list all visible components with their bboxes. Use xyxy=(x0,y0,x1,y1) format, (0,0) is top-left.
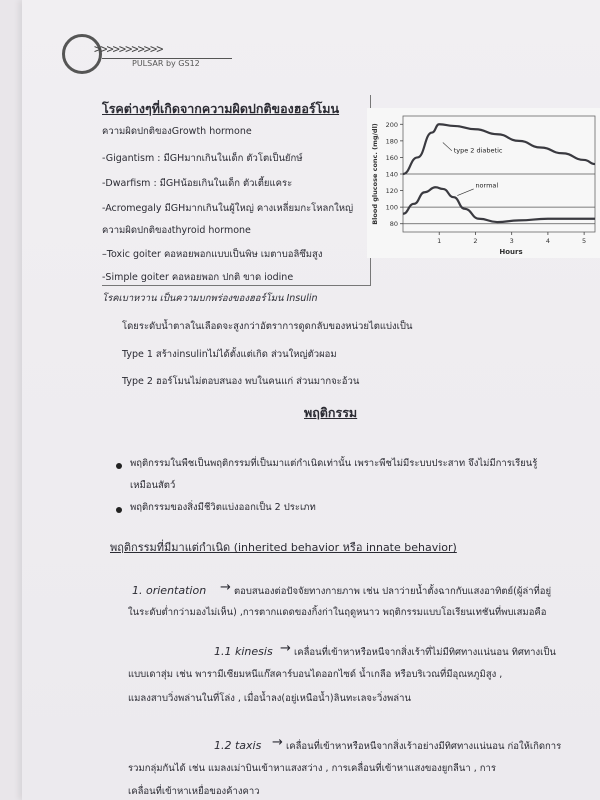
text-line: -Gigantism : มีGHมากเกินในเด็ก ตัวโตเป็นยักษ์ xyxy=(102,153,303,164)
glucose-chart xyxy=(367,108,600,258)
x-tick-label: 3 xyxy=(509,237,514,245)
series-label: type 2 diabetic xyxy=(453,146,503,155)
text-line: ในระดับต่ำกว่ามองไม่เห็น) ,การตากแดดของกิ้งก่าในฤดูหนาว พฤติกรรมแบบโอเรียนเทชันที่พบเสมอคือ xyxy=(128,607,547,618)
series-label-leader xyxy=(457,189,473,196)
bullet-text-cont: เหมือนสัตว์ xyxy=(130,480,176,491)
series-label-leader xyxy=(443,143,452,151)
y-tick-label: 120 xyxy=(385,187,398,196)
section1-title: โรคต่างๆที่เกิดจากความผิดปกติของฮอร์โมน xyxy=(102,101,340,116)
text-line: เคลื่อนที่เข้าหาหรือหนีจากสิ่งเร้าอย่างมีทิศทางแน่นอน ก่อให้เกิดการ xyxy=(286,741,562,752)
bullet-text: พฤติกรรมในพืชเป็นพฤติกรรมที่เป็นมาแต่กำเนิดเท่านั้น เพราะพืชไม่มีระบบประสาท จึงไม่มีการเรียนรู้ xyxy=(130,458,538,469)
x-axis-label: Hours xyxy=(499,248,523,256)
text-line: ตอบสนองต่อปัจจัยทางกายภาพ เช่น ปลาว่ายน้ำตั้งฉากกับแสงอาทิตย์(ผู้ล่าที่อยู่ xyxy=(234,586,552,597)
term-taxis: 1.2 taxis xyxy=(214,739,262,752)
logo-arrows-icon: >>>>>>>>>>> xyxy=(94,42,163,56)
text-line: -Acromegaly มีGHมากเกินในผู้ใหญ่ คางเหลี่ยมกะโหลกใหญ่ xyxy=(102,203,354,214)
y-tick-label: 160 xyxy=(385,153,398,162)
term-kinesis: 1.1 kinesis xyxy=(214,645,273,658)
term-orientation: 1. orientation xyxy=(132,584,207,597)
text-line: ความผิดปกติของGrowth hormone xyxy=(102,126,252,137)
text-line: Type 1 สร้างinsulinไม่ได้ตั้งแต่เกิด ส่วนใหญ่ตัวผอม xyxy=(122,349,337,360)
y-tick-label: 200 xyxy=(385,120,398,129)
text-line: –Toxic goiter คอหอยพอกแบบเป็นพิษ เมตาบอลิซึมสูง xyxy=(102,249,323,260)
text-line: โรคเบาหวาน เป็นความบกพร่องของฮอร์โมน Insulin xyxy=(102,293,318,304)
y-tick-label: 140 xyxy=(385,170,398,179)
text-line: ความผิดปกติของthyroid hormone xyxy=(102,225,251,236)
series-line-normal xyxy=(403,187,595,222)
y-axis-label: Blood glucose conc. (mg/dl) xyxy=(371,123,379,225)
section2-title: พฤติกรรม xyxy=(304,405,358,420)
arrow-right-icon: → xyxy=(272,735,283,750)
y-tick-label: 80 xyxy=(389,220,398,229)
bullet-icon xyxy=(116,463,122,469)
text-line: เคลื่อนที่เข้าหาหรือหนีจากสิ่งเร้าที่ไม่มีทิศทางแน่นอน ทิศทางเป็น xyxy=(294,647,556,658)
text-line: Type 2 ฮอร์โมนไม่ตอบสนอง พบในคนแก่ ส่วนมากจะอ้วน xyxy=(122,376,360,387)
x-tick-label: 5 xyxy=(582,237,587,245)
bullet-icon xyxy=(116,507,122,513)
x-tick-label: 2 xyxy=(473,237,478,245)
series-label: normal xyxy=(475,181,499,190)
x-tick-label: 1 xyxy=(437,237,442,245)
text-line: -Simple goiter คอหอยพอก ปกติ ขาด iodine xyxy=(102,272,294,283)
text-line: แมลงสาบวิ่งพล่านในที่โล่ง , เมื่อน้ำลง(อยู่เหนือน้ำ)ลินทะเลจะวิ่งพล่าน xyxy=(128,693,411,704)
text-line: รวมกลุ่มกันได้ เช่น แมลงเม่าบินเข้าหาแสงสว่าง , การเคลื่อนที่เข้าหาแสงของยูกลีนา , การ xyxy=(128,763,496,774)
document-page xyxy=(22,0,600,800)
section3-title: พฤติกรรมที่มีมาแต่กำเนิด (inherited behavior หรือ innate behavior) xyxy=(110,541,457,554)
logo-text: PULSAR by GS12 xyxy=(132,59,200,68)
text-line: แบบเดาสุ่ม เช่น พารามีเซียมหนีแก๊สคาร์บอนไดออกไซด์ น้ำเกลือ หรือบริเวณที่มีอุณหภูมิสูง , xyxy=(128,669,503,680)
y-tick-label: 180 xyxy=(385,137,398,146)
arrow-right-icon: → xyxy=(280,641,291,656)
text-line: โดยระดับน้ำตาลในเลือดจะสูงกว่าอัตราการดูดกลับของหน่วยไตแบ่งเป็น xyxy=(122,321,413,332)
y-tick-label: 100 xyxy=(385,203,398,212)
text-line: -Dwarfism : มีGHน้อยเกินในเด็ก ตัวเตี้ยแคระ xyxy=(102,178,293,189)
bullet-text: พฤติกรรมของสิ่งมีชีวิตแบ่งออกเป็น 2 ประเภท xyxy=(130,502,316,513)
arrow-right-icon: → xyxy=(220,580,231,595)
text-line: เคลื่อนที่เข้าหาเหยื่อของค้างคาว xyxy=(128,786,260,797)
x-tick-label: 4 xyxy=(545,237,550,245)
